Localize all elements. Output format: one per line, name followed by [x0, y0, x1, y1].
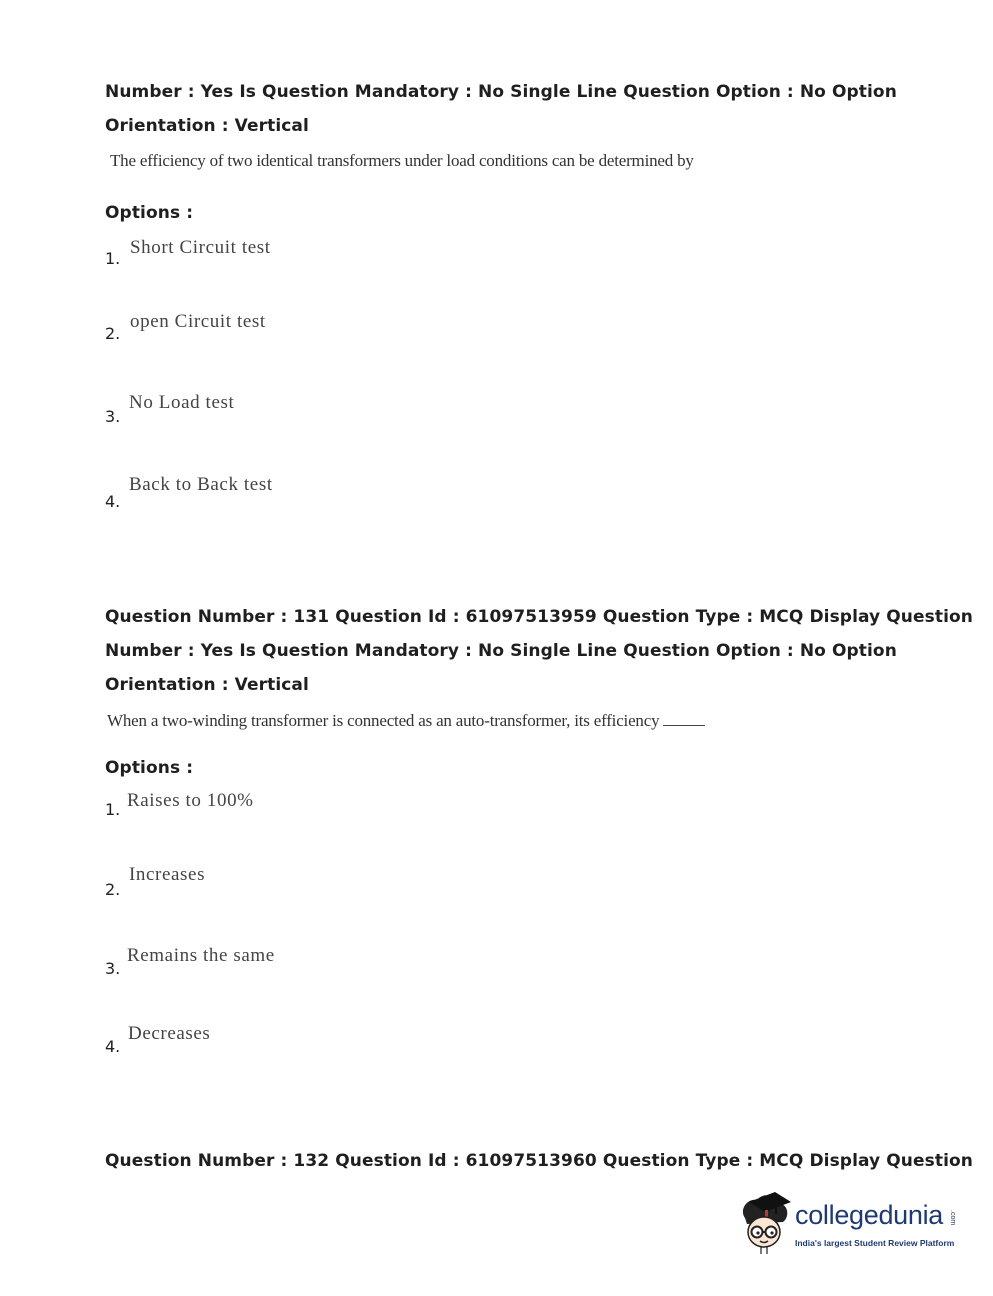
q131-option-1-text: Raises to 100% — [127, 790, 254, 811]
logo-suffix: .com — [949, 1210, 956, 1226]
q130-option-3-number: 3. — [105, 407, 121, 426]
q131-meta-line3: Orientation : Vertical — [105, 675, 309, 695]
q131-option-3-text: Remains the same — [127, 945, 275, 966]
q130-option-1-number: 1. — [105, 249, 121, 268]
logo-tagline: India's largest Student Review Platform — [795, 1238, 955, 1248]
q131-option-1-number: 1. — [105, 800, 121, 819]
q131-option-2-text: Increases — [129, 864, 206, 885]
q131-question-text: When a two-winding transformer is connected as an auto-transformer, its efficiency — [107, 711, 705, 731]
q130-meta-line2: Number : Yes Is Question Mandatory : No Single Line Question Option : No Option — [105, 82, 897, 102]
q130-option-4-text: Back to Back test — [129, 474, 273, 495]
q131-options-label: Options : — [105, 758, 194, 778]
q130-options-label: Options : — [105, 203, 194, 223]
q130-meta-line3: Orientation : Vertical — [105, 116, 309, 136]
student-mascot-icon — [735, 1188, 793, 1260]
q131-meta-line2: Number : Yes Is Question Mandatory : No Single Line Question Option : No Option — [105, 641, 897, 661]
q131-option-4-number: 4. — [105, 1037, 121, 1056]
q131-option-3-number: 3. — [105, 959, 121, 978]
q131-option-2-number: 2. — [105, 880, 121, 899]
q131-option-4-text: Decreases — [128, 1023, 211, 1044]
collegedunia-logo[interactable] — [735, 1188, 965, 1260]
q131-meta-line1: Question Number : 131 Question Id : 61097513959 Question Type : MCQ Display Question — [105, 607, 973, 627]
logo-wordmark: collegedunia — [795, 1200, 944, 1230]
q130-option-2-text: open Circuit test — [130, 311, 266, 332]
answer-blank — [663, 711, 705, 726]
q130-question-text: The efficiency of two identical transformers under load conditions can be determined by — [110, 151, 694, 170]
q130-option-1-text: Short Circuit test — [130, 237, 271, 258]
q130-option-4-number: 4. — [105, 492, 121, 511]
q130-option-3-text: No Load test — [129, 392, 235, 413]
q132-meta-line1: Question Number : 132 Question Id : 61097513960 Question Type : MCQ Display Question — [105, 1151, 973, 1171]
q130-option-2-number: 2. — [105, 324, 121, 343]
